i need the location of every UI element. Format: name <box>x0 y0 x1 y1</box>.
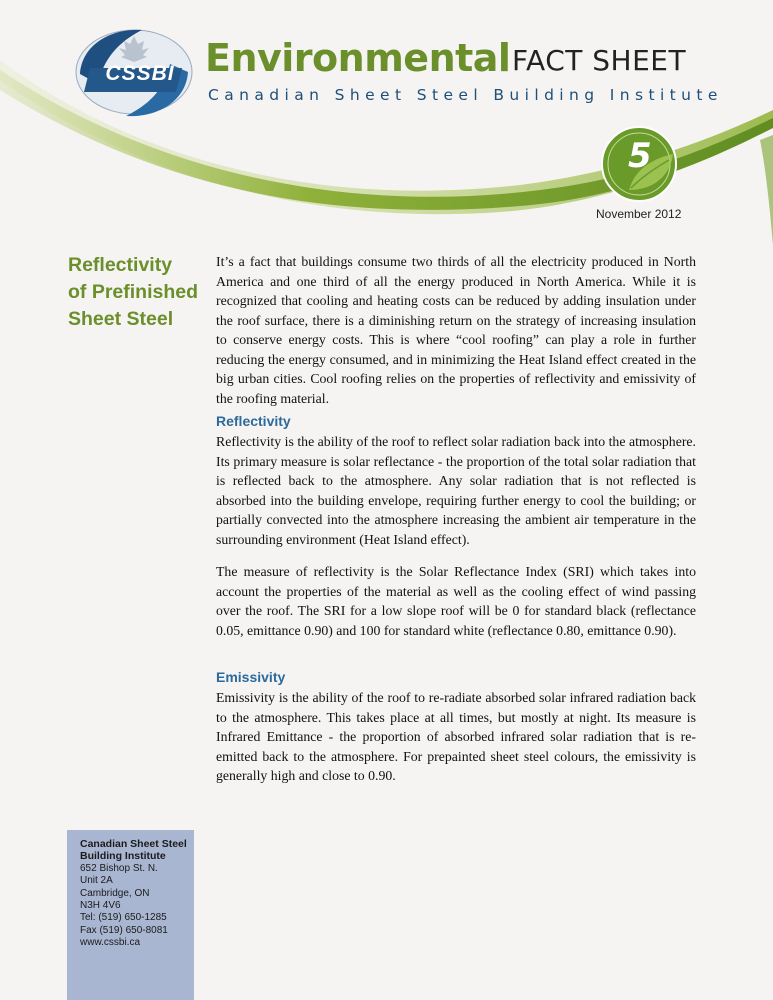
side-title-line: of Prefinished <box>68 281 199 303</box>
contact-website-link[interactable]: www.cssbi.ca <box>80 937 141 949</box>
emissivity-heading: Emissivity <box>216 669 286 685</box>
contact-org-line: Building Institute <box>80 850 166 863</box>
side-title-line: Sheet Steel <box>68 308 174 330</box>
intro-paragraph: It’s a fact that buildings consume two thirds of all the electricity produced in North America and one third of all the energy produced in North America. While it is recognized that cooling and heating costs can be reduced by adding insulation under the roof surface, there is a diminishing return on the strategy of increasing insulation to conserve energy costs. This is where “cool roofing” can play a role in further reducing the energy consumed, and in minimizing the Heat Island effect created in the big urban cities. Cool roofing relies on the properties of reflectivity and emissivity of the roofing material. <box>216 254 696 406</box>
contact-address: Unit 2A <box>80 875 113 887</box>
reflectivity-paragraph-2: The measure of reflectivity is the Solar Reflectance Index (SRI) which takes into account the properties of the material as well as the cooling effect of wind passing over the roof. The SRI for a low slope roof will be 0 for standard black (reflectance 0.05, emittance 0.90) and 100 for standard white (reflectance 0.80, emittance 0.90). <box>216 564 696 638</box>
contact-tel: Tel: (519) 650-1285 <box>80 912 167 924</box>
title-environmental: Environmental <box>205 36 511 80</box>
contact-postal: N3H 4V6 <box>80 900 121 912</box>
publication-date: November 2012 <box>596 207 682 221</box>
title-fact-sheet: FACT SHEET <box>512 44 687 77</box>
reflectivity-paragraph-1: Reflectivity is the ability of the roof to reflect solar radiation back into the atmosphere. Its primary measure is solar reflectance - the proportion of the total solar radiation that is reflected back to the atmosphere. Any solar radiation that is not reflected is absorbed into the building envelope, requiring further energy to cool the building; or partially convected into the atmosphere increasing the ambient air temperature in the surrounding environment (Heat Island effect). <box>216 434 696 547</box>
contact-org-line: Canadian Sheet Steel <box>80 838 187 850</box>
issue-number: 5 <box>628 136 652 176</box>
reflectivity-heading: Reflectivity <box>216 413 291 429</box>
side-title-line: Reflectivity <box>68 254 173 276</box>
organization-subtitle: Canadian Sheet Steel Building Institute <box>208 86 723 104</box>
contact-city: Cambridge, ON <box>80 887 150 899</box>
contact-address: 652 Bishop St. N. <box>80 862 158 874</box>
side-title <box>68 252 213 333</box>
contact-fax: Fax (519) 650-8081 <box>80 924 168 936</box>
contact-details <box>80 838 192 950</box>
logo-text: CSSBI <box>105 62 175 85</box>
emissivity-paragraph: Emissivity is the ability of the roof to re-radiate absorbed solar infrared radiation back to the atmosphere. This takes place at all times, but mostly at night. Its measure is Infrared Emittance - the proportion of absorbed infrared solar radiation that is re-emitted back to the atmosphere. For prepainted sheet steel colours, the emissivity is generally high and close to 0.90. <box>216 690 696 783</box>
